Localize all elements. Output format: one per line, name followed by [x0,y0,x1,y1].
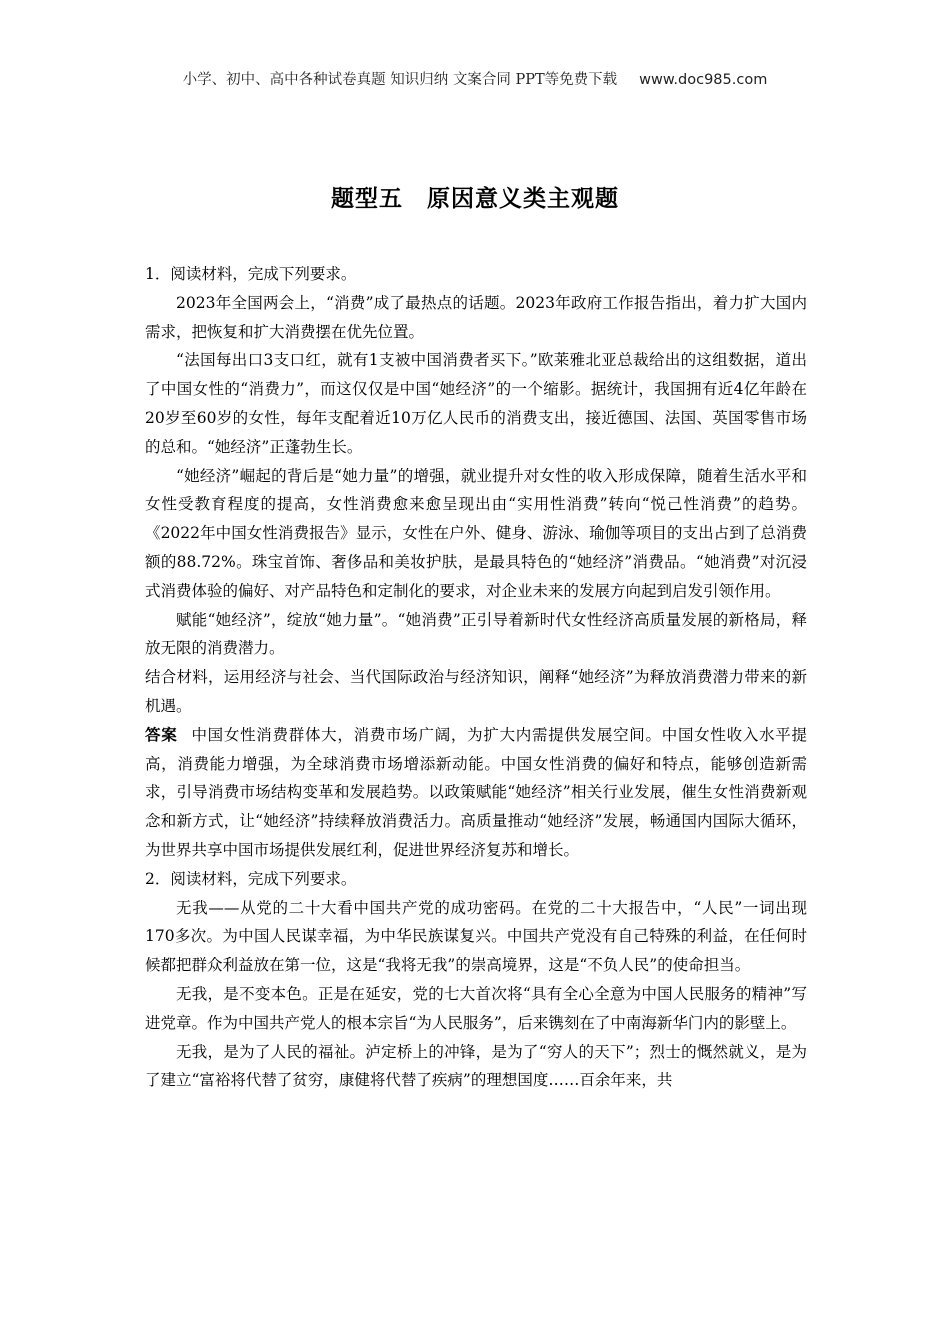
question-1-prompt: 结合材料，运用经济与社会、当代国际政治与经济知识，阐释“她经济”为释放消费潜力带来的新机遇。 [145,668,807,715]
question-2-heading: 2．阅读材料，完成下列要求。 [145,869,357,888]
question-2-paragraph: 无我，是不变本色。正是在延安，党的七大首次将“具有全心全意为中国人民服务的精神”写进党章。作为中国共产党人的根本宗旨“为人民服务”，后来镌刻在了中南海新华门内的影壁上。 [145,984,807,1032]
page-header [0,68,950,89]
question-1-paragraph: “法国每出口3支口红，就有1支被中国消费者买下。”欧莱雅北亚总裁给出的这组数据，道出了中国女性的“消费力”，而这仅仅是中国“她经济”的一个缩影。据统计，我国拥有近4亿年龄在20岁至60岁的女性，每年支配着近10万亿人民币的消费支出，接近德国、法国、英国零售市场的总和。“她经济”正蓬勃生长。 [145,351,807,456]
page-title: 题型五 原因意义类主观题 [331,186,619,212]
question-1-paragraph: 2023年全国两会上，“消费”成了最热点的话题。2023年政府工作报告指出，着力扩大国内需求，把恢复和扩大消费摆在优先位置。 [145,293,807,341]
question-1-paragraph: “她经济”崛起的背后是“她力量”的增强，就业提升对女性的收入形成保障，随着生活水平和女性受教育程度的提高，女性消费愈来愈呈现出由“实用性消费”转向“悦己性消费”的趋势。《2022年中国女性消费报告》显示，女性在户外、健身、游泳、瑜伽等项目的支出占到了总消费额的88.72%。珠宝首饰、奢侈品和美妆护肤，是最具特色的“她经济”消费品。“她消费”对沉浸式消费体验的偏好、对产品特色和定制化的要求，对企业未来的发展方向起到启发引领作用。 [145,466,807,600]
question-1-heading: 1．阅读材料，完成下列要求。 [145,265,357,283]
header-text: 小学、初中、高中各种试卷真题 知识归纳 文案合同 PPT等免费下载 [182,72,618,88]
answer-label: 答案 [145,725,178,744]
question-1-answer [145,721,807,865]
question-2-paragraph: 无我——从党的二十大看中国共产党的成功密码。在党的二十大报告中，“人民”一词出现170多次。为中国人民谋幸福，为中华民族谋复兴。中国共产党没有自己特殊的利益，在任何时候都把群众利益放在第一位，这是“我将无我”的崇高境界，这是“不负人民”的使命担当。 [145,898,807,975]
header-url[interactable]: www.doc985.com [639,72,768,88]
answer-text: 中国女性消费群体大，消费市场广阔，为扩大内需提供发展空间。中国女性收入水平提高，消费能力增强，为全球消费市场增添新动能。中国女性消费的偏好和特点，能够创造新需求，引导消费市场结构变革和发展趋势。以政策赋能“她经济”相关行业发展，催生女性消费新观念和新方式，让“她经济”持续释放消费活力。高质量推动“她经济”发展，畅通国内国际大循环，为世界共享中国市场提供发展红利，促进世界经济复苏和增长。 [145,725,807,859]
question-1-paragraph: 赋能“她经济”，绽放“她力量”。“她消费”正引导着新时代女性经济高质量发展的新格局，释放无限的消费潜力。 [145,610,807,658]
question-2-paragraph: 无我，是为了人民的福祉。泸定桥上的冲锋，是为了“穷人的天下”；烈士的慨然就义，是为了建立“富裕将代替了贫穷，康健将代替了疾病”的理想国度……百余年来，共 [145,1042,807,1090]
document-body [145,260,807,1095]
